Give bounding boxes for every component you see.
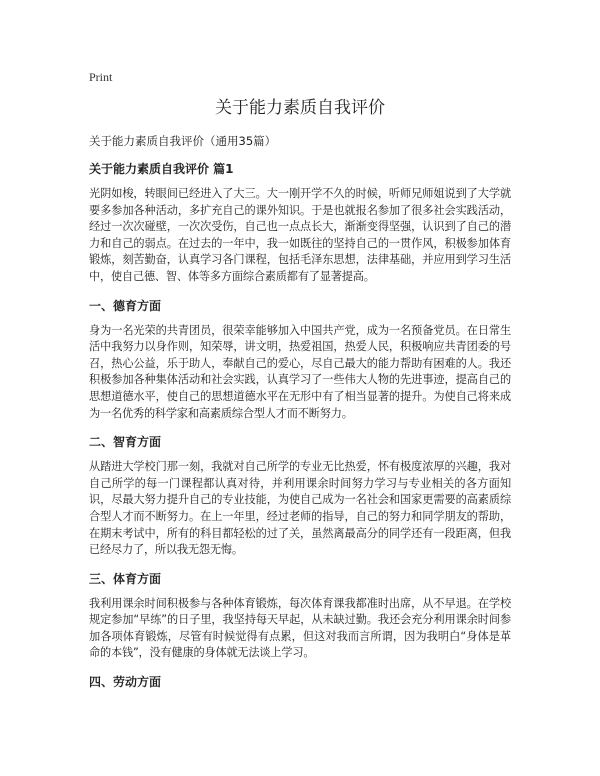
document-title: 关于能力素质自我评价 bbox=[215, 98, 385, 118]
section-heading-labor: 四、劳动方面 bbox=[89, 675, 162, 690]
article-heading: 关于能力素质自我评价 篇1 bbox=[89, 162, 234, 176]
section-paragraph-physical: 我利用课余时间积极参与各种体育锻炼，每次体育课我都准时出席，从不早退。在学校规定参加“早练”的日子里，我坚持每天早起，从未缺过勤。我还会充分利用课余时间参加各项体育锻炼，尽管有时候觉得有点累，但这对我而言所谓，因为我明白“身体是革命的本钱”，没有健康的身体就无法谈上学习。 bbox=[89, 596, 511, 660]
section-paragraph-intellectual: 从踏进大学校门那一刻，我就对自己所学的专业无比热爱，怀有极度浓厚的兴趣，我对自己所学的每一门课程都认真对待，并利用课余时间努力学习与专业相关的各方面知识，尽最大努力提升自己的专业技能，为使自己成为一名社会和国家更需要的高素质综合型人才而不断努力。在上一年里，经过老师的指导，自己的努力和同学朋友的帮助，在期末考试中，所有的科目都轻松的过了关，虽然离最高分的同学还有一段距离，但我已经尽力了，所以我无怨无悔。 bbox=[89, 460, 511, 557]
document-subtitle: 关于能力素质自我评价（通用35篇） bbox=[89, 134, 277, 148]
section-heading-moral: 一、德育方面 bbox=[89, 298, 162, 313]
section-paragraph-moral: 身为一名光荣的共青团员，很荣幸能够加入中国共产党，成为一名预备党员。在日常生活中我努力以身作则，知荣辱，讲文明，热爱祖国，热爱人民，积极响应共青团委的号召，热心公益，乐于助人，奉献自己的爱心，尽自己最大的能力帮助有困难的人。我还积极参加各种集体活动和社会实践，认真学习了一些伟大人物的先进事迹，提高自己的思想道德水平，使自己的思想道德水平在无形中有了相当显著的提升。为使自己将来成为一名优秀的科学家和高素质综合型人才而不断努力。 bbox=[89, 323, 511, 420]
section-heading-physical: 三、体育方面 bbox=[89, 571, 162, 586]
section-heading-intellectual: 二、智育方面 bbox=[89, 435, 162, 450]
intro-paragraph: 光阴如梭，转眼间已经进入了大三。大一刚开学不久的时候，听师兄师姐说到了大学就要多参加各种活动，多扩充自己的课外知识。于是也就报名参加了很多社会实践活动，经过一次次碰壁，一次次受伤，自己也一点点长大，渐渐变得坚强，认识到了自己的潜力和自己的弱点。在过去的一年中，我一如既往的坚持自己的一贯作风，积极参加体育锻炼，刻苦勤奋，认真学习各门课程，包括毛泽东思想，法律基础，并应用到学习生活中，使自己德、智、体等多方面综合素质都有了显著提高。 bbox=[89, 187, 511, 283]
print-label[interactable]: Print bbox=[89, 70, 113, 84]
